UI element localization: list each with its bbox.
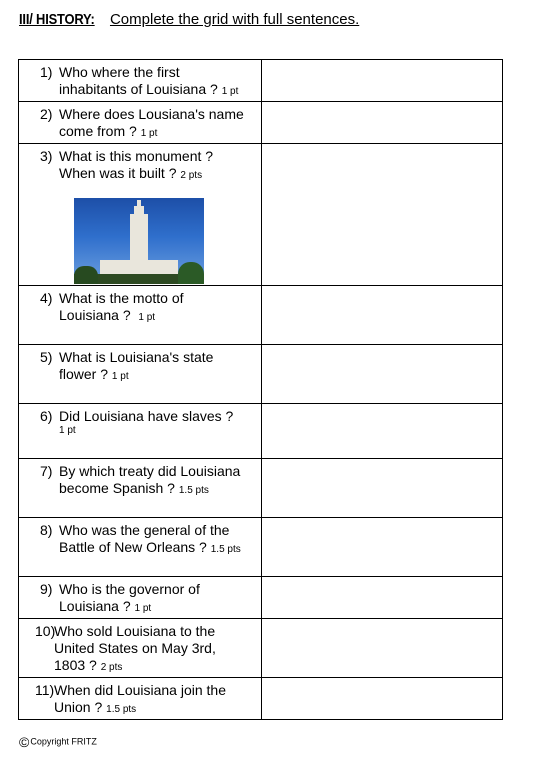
- question-number: 1): [40, 64, 53, 80]
- question-number: 7): [40, 463, 53, 479]
- points-label: 1 pt: [59, 425, 76, 436]
- points-label: 1 pt: [111, 371, 129, 382]
- question-text: Where does Lousiana's name: [59, 106, 244, 122]
- points-label: 1 pt: [134, 603, 152, 614]
- table-row: [19, 459, 503, 518]
- question-cell-8: [19, 518, 262, 577]
- question-text: Louisiana ?: [59, 598, 131, 614]
- answer-cell-1[interactable]: [262, 60, 503, 102]
- question-number: 2): [40, 106, 53, 122]
- table-row: [19, 404, 503, 459]
- points-label: 2 pts: [100, 662, 123, 673]
- question-text: Who sold Louisiana to the: [54, 623, 216, 639]
- question-text: Who where the first: [59, 64, 180, 80]
- question-text: flower ?: [59, 366, 109, 382]
- section-title: III/ HISTORY:: [19, 11, 95, 28]
- table-row: [19, 678, 503, 720]
- question-cell-10: [19, 619, 262, 678]
- question-text: become Spanish ?: [59, 480, 175, 496]
- question-cell-9: [19, 577, 262, 619]
- question-cell-3: [19, 144, 262, 286]
- question-text: Who was the general of the: [59, 522, 230, 538]
- question-text: What is the motto of: [59, 290, 184, 306]
- question-text: Louisiana ?: [59, 307, 131, 323]
- question-cell-5: [19, 345, 262, 404]
- question-cell-7: [19, 459, 262, 518]
- question-number: 6): [40, 408, 53, 424]
- answer-cell-2[interactable]: [262, 102, 503, 144]
- question-text: inhabitants of Louisiana ?: [59, 81, 218, 97]
- question-text: What is this monument ?: [59, 148, 214, 164]
- question-number: 11): [35, 682, 55, 698]
- question-text: When was it built ?: [59, 165, 177, 181]
- answer-cell-4[interactable]: [262, 286, 503, 345]
- section-instruction: Complete the grid with full sentences.: [109, 11, 360, 28]
- question-text: Union ?: [54, 699, 103, 715]
- answer-cell-6[interactable]: [262, 404, 503, 459]
- answer-cell-11[interactable]: [262, 678, 503, 720]
- table-row: [19, 619, 503, 678]
- points-label: 1.5 pts: [106, 704, 137, 715]
- table-row: [19, 102, 503, 144]
- table-row: [19, 345, 503, 404]
- question-number: 4): [40, 290, 53, 306]
- copyright-footer: [19, 735, 97, 748]
- table-row: [19, 518, 503, 577]
- question-number: 9): [40, 581, 53, 597]
- copyright-icon: ©: [19, 733, 30, 750]
- question-text: When did Louisiana join the: [54, 682, 227, 698]
- question-text: United States on May 3rd,: [54, 640, 216, 656]
- question-text: Did Louisiana have slaves ?: [59, 408, 234, 424]
- answer-cell-7[interactable]: [262, 459, 503, 518]
- question-cell-1: [19, 60, 262, 102]
- question-number: 3): [40, 148, 53, 164]
- question-text: 1803 ?: [54, 657, 97, 673]
- copyright-text: Copyright FRITZ: [30, 736, 97, 747]
- question-number: 5): [40, 349, 53, 365]
- question-cell-2: [19, 102, 262, 144]
- table-row: [19, 144, 503, 286]
- answer-cell-3[interactable]: [262, 144, 503, 286]
- answer-cell-9[interactable]: [262, 577, 503, 619]
- question-cell-4: [19, 286, 262, 345]
- question-text: Battle of New Orleans ?: [59, 539, 207, 555]
- points-label: 1.5 pts: [210, 544, 241, 555]
- table-row: [19, 577, 503, 619]
- question-number: 10): [35, 623, 56, 639]
- question-text: What is Louisiana's state: [59, 349, 214, 365]
- points-label: 2 pts: [180, 170, 203, 181]
- question-text: come from ?: [59, 123, 137, 139]
- section-heading: [19, 10, 359, 30]
- answer-cell-5[interactable]: [262, 345, 503, 404]
- monument-photo: [74, 198, 204, 284]
- answer-cell-8[interactable]: [262, 518, 503, 577]
- points-label: 1 pt: [138, 312, 156, 323]
- points-label: 1.5 pts: [178, 485, 209, 496]
- table-row: [19, 60, 503, 102]
- question-text: By which treaty did Louisiana: [59, 463, 241, 479]
- question-grid: [18, 59, 503, 720]
- answer-cell-10[interactable]: [262, 619, 503, 678]
- question-cell-6: [19, 404, 262, 459]
- points-label: 1 pt: [140, 128, 158, 139]
- points-label: 1 pt: [221, 86, 239, 97]
- table-row: [19, 286, 503, 345]
- question-cell-11: [19, 678, 262, 720]
- question-number: 8): [40, 522, 53, 538]
- question-text: Who is the governor of: [59, 581, 200, 597]
